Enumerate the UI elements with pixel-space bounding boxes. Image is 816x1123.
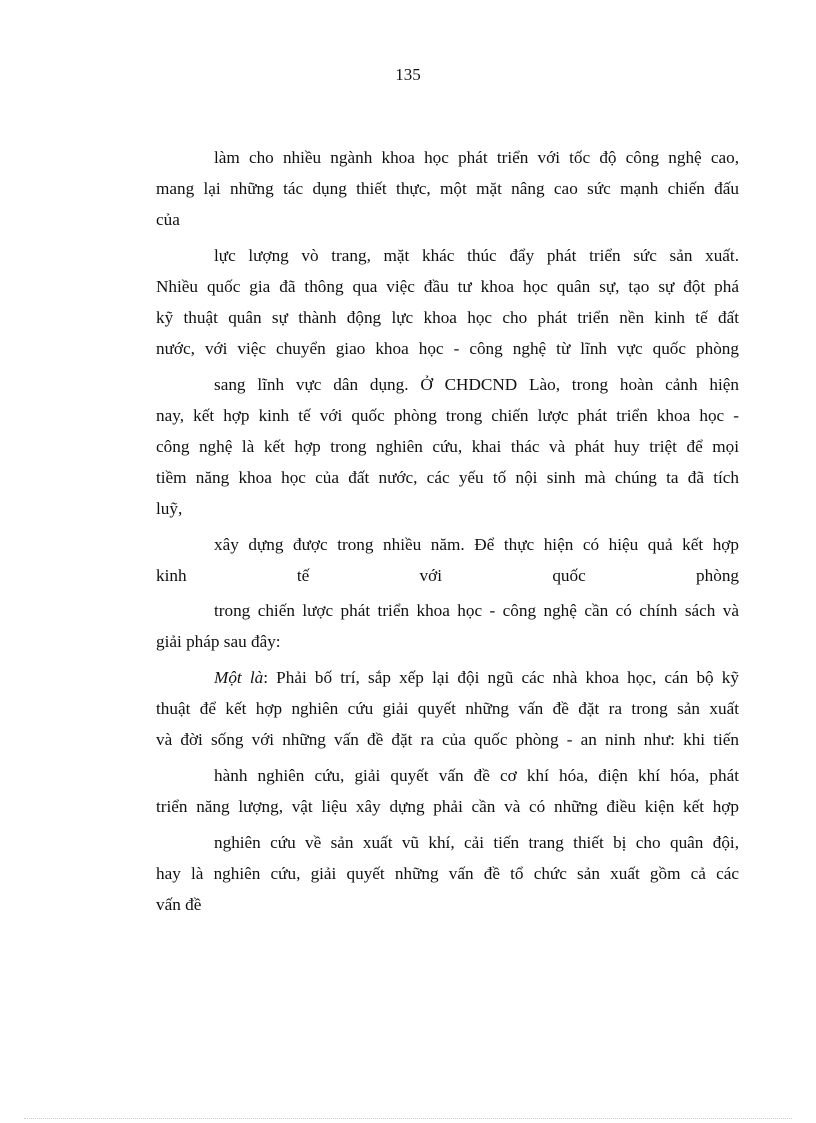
paragraph — [156, 662, 739, 755]
text-line: sang lĩnh vực dân dụng. Ở CHDCND Lào, trong hoàn cảnh hiện — [214, 375, 739, 394]
text-line: hành nghiên cứu, giải quyết vấn đề cơ khí hóa, điện khí hóa, phát — [214, 766, 739, 785]
paragraph — [156, 595, 739, 657]
text-line: công nghệ là kết hợp trong nghiên cứu, khai thác và phát huy triệt để mọi — [156, 437, 739, 456]
italic-lead-text: Một là — [214, 668, 264, 687]
page-number: 135 — [395, 65, 421, 84]
text-line: lực lượng vò trang, mặt khác thúc đẩy phát triển sức sản xuất. — [214, 246, 739, 265]
text-line: của — [156, 210, 180, 229]
text-line: thuật để kết hợp nghiên cứu giải quyết những vấn đề đặt ra trong sản xuất — [156, 699, 739, 718]
text-line: kỹ thuật quân sự thành động lực khoa học cho phát triển nền kinh tế đất — [156, 308, 739, 327]
paragraph — [156, 827, 739, 920]
paragraph — [156, 529, 739, 591]
text-line: nay, kết hợp kinh tế với quốc phòng trong chiến lược phát triển khoa học - — [156, 406, 739, 425]
paragraph — [156, 240, 739, 364]
text-line: vấn đề — [156, 895, 202, 914]
paragraph — [156, 142, 739, 235]
text-line-rest: : Phải bố trí, sắp xếp lại đội ngũ các nhà khoa học, cán bộ kỹ — [263, 668, 739, 687]
text-line: hay là nghiên cứu, giải quyết những vấn đề tổ chức sản xuất gồm cả các — [156, 864, 739, 883]
paragraph — [156, 760, 739, 822]
paragraph — [156, 369, 739, 524]
text-line: giải pháp sau đây: — [156, 632, 281, 651]
text-line: triển năng lượng, vật liệu xây dựng phải cần và có những điều kiện kết hợp — [156, 797, 739, 816]
text-line: trong chiến lược phát triển khoa học - công nghệ cần có chính sách và — [214, 601, 739, 620]
text-line: Nhiều quốc gia đã thông qua việc đầu tư khoa học quân sự, tạo sự đột phá — [156, 277, 739, 296]
text-line: kinh tế với quốc phòng — [156, 566, 739, 585]
text-line: xây dựng được trong nhiều năm. Để thực hiện có hiệu quả kết hợp — [214, 535, 739, 554]
text-line: và đời sống với những vấn đề đặt ra của quốc phòng - an ninh như: khi tiến — [156, 730, 739, 749]
text-line: tiềm năng khoa học của đất nước, các yếu tố nội sinh mà chúng ta đã tích — [156, 468, 739, 487]
document-body — [156, 142, 739, 920]
text-line: nước, với việc chuyển giao khoa học - công nghệ từ lĩnh vực quốc phòng — [156, 339, 739, 358]
text-line: luỹ, — [156, 499, 183, 518]
text-line: nghiên cứu về sản xuất vũ khí, cải tiến trang thiết bị cho quân đội, — [214, 833, 739, 852]
page-bottom-divider — [24, 1118, 792, 1119]
text-line — [156, 662, 739, 693]
text-line: làm cho nhiều ngành khoa học phát triển với tốc độ công nghệ cao, — [214, 148, 739, 167]
text-line: mang lại những tác dụng thiết thực, một mặt nâng cao sức mạnh chiến đấu — [156, 179, 739, 198]
